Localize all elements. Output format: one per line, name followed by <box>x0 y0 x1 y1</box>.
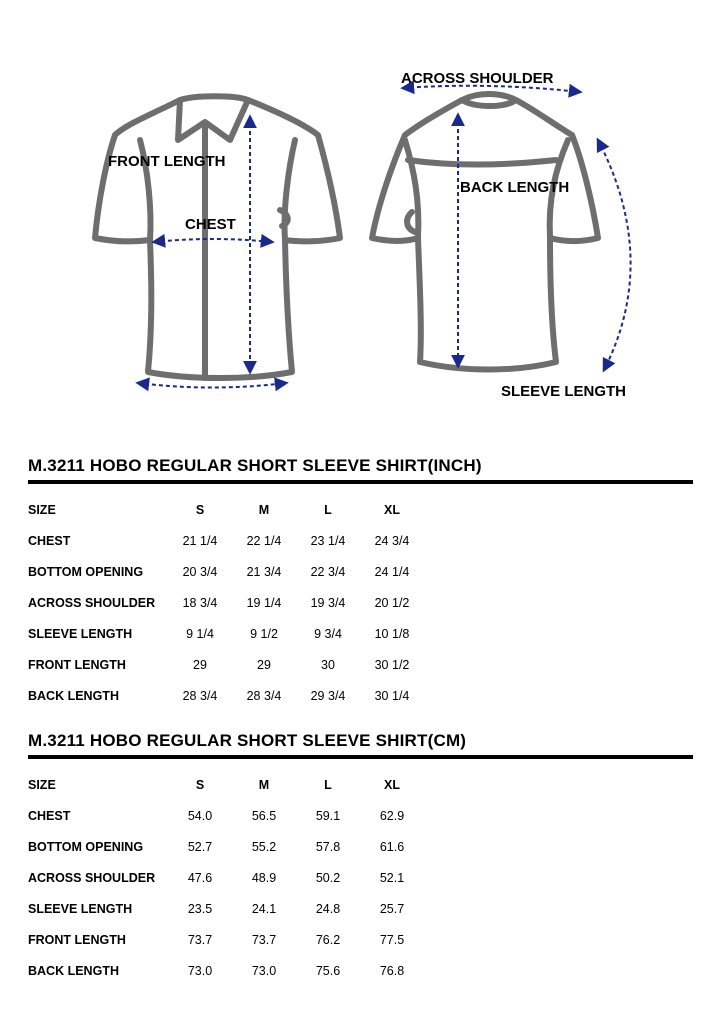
table-row <box>28 924 424 955</box>
cell-value: 22 3/4 <box>310 564 346 579</box>
cell-value: 9 3/4 <box>314 626 342 641</box>
sleeve-length-label: SLEEVE LENGTH <box>501 383 627 400</box>
cell-value: 22 1/4 <box>246 533 282 548</box>
header-xl: XL <box>384 777 400 792</box>
table-row <box>28 556 424 587</box>
back-length-label: BACK LENGTH <box>460 179 570 196</box>
back-shirt-outline <box>372 94 598 370</box>
table-row <box>28 680 424 711</box>
row-label: SLEEVE LENGTH <box>28 901 133 916</box>
row-label: SLEEVE LENGTH <box>28 626 133 641</box>
inch-title-rule <box>28 480 693 484</box>
cell-value: 9 1/4 <box>186 626 214 641</box>
cell-value: 29 3/4 <box>310 688 346 703</box>
cell-value: 10 1/8 <box>374 626 410 641</box>
header-m: M <box>258 777 270 792</box>
cell-value: 25.7 <box>379 901 405 916</box>
cell-value: 48.9 <box>251 870 277 885</box>
cell-value: 52.1 <box>379 870 405 885</box>
cell-value: 19 1/4 <box>246 595 282 610</box>
cell-value: 56.5 <box>251 808 277 823</box>
cell-value: 24 3/4 <box>374 533 410 548</box>
cell-value: 23.5 <box>187 901 213 916</box>
cell-value: 77.5 <box>379 932 405 947</box>
cell-value: 73.0 <box>187 963 213 978</box>
cell-value: 24 1/4 <box>374 564 410 579</box>
table-row <box>28 649 424 680</box>
table-row <box>28 862 424 893</box>
row-label: ACROSS SHOULDER <box>28 870 156 885</box>
cell-value: 19 3/4 <box>310 595 346 610</box>
table-row <box>28 800 424 831</box>
table-row <box>28 618 424 649</box>
row-label: CHEST <box>28 533 71 548</box>
cell-value: 24.8 <box>315 901 341 916</box>
chest-arrow <box>154 239 272 242</box>
cm-title-rule <box>28 755 693 759</box>
row-label: FRONT LENGTH <box>28 657 126 672</box>
cell-value: 76.8 <box>379 963 405 978</box>
header-xl: XL <box>384 502 400 517</box>
cell-value: 47.6 <box>187 870 213 885</box>
inch-size-table <box>28 494 424 711</box>
row-label: BACK LENGTH <box>28 688 119 703</box>
table-row <box>28 831 424 862</box>
cell-value: 75.6 <box>315 963 341 978</box>
table-row <box>28 525 424 556</box>
cell-value: 61.6 <box>379 839 405 854</box>
header-m: M <box>258 502 270 517</box>
header-s: S <box>195 777 205 792</box>
header-size: SIZE <box>28 777 56 792</box>
cell-value: 20 3/4 <box>182 564 218 579</box>
row-label: ACROSS SHOULDER <box>28 595 156 610</box>
cell-value: 24.1 <box>251 901 277 916</box>
cell-value: 30 1/2 <box>374 657 410 672</box>
header-size: SIZE <box>28 502 56 517</box>
cell-value: 73.7 <box>251 932 277 947</box>
cell-value: 73.0 <box>251 963 277 978</box>
header-l: L <box>324 502 332 517</box>
cell-value: 54.0 <box>187 808 213 823</box>
table-row <box>28 955 424 986</box>
cell-value: 23 1/4 <box>310 533 346 548</box>
cell-value: 30 <box>321 657 335 672</box>
header-s: S <box>195 502 205 517</box>
front-shirt-outline <box>95 96 340 378</box>
cell-value: 50.2 <box>315 870 341 885</box>
front-length-label: FRONT LENGTH <box>108 153 226 170</box>
cell-value: 52.7 <box>187 839 213 854</box>
across-shoulder-label: ACROSS SHOULDER <box>401 70 554 87</box>
cell-value: 76.2 <box>315 932 341 947</box>
cell-value: 57.8 <box>315 839 341 854</box>
cell-value: 9 1/2 <box>250 626 278 641</box>
shirt-measurement-diagram <box>0 0 723 420</box>
row-label: BACK LENGTH <box>28 963 119 978</box>
cm-size-table <box>28 769 424 986</box>
table-header-row <box>28 494 424 525</box>
inch-table-title: M.3211 HOBO REGULAR SHORT SLEEVE SHIRT(INCH) <box>28 456 482 475</box>
header-l: L <box>324 777 332 792</box>
table-row <box>28 587 424 618</box>
row-label: CHEST <box>28 808 71 823</box>
row-label: BOTTOM OPENING <box>28 839 144 854</box>
bottom-opening-arrow <box>138 383 286 388</box>
cell-value: 21 1/4 <box>182 533 218 548</box>
row-label: BOTTOM OPENING <box>28 564 144 579</box>
table-row <box>28 893 424 924</box>
cell-value: 30 1/4 <box>374 688 410 703</box>
cell-value: 29 <box>257 657 271 672</box>
row-label: FRONT LENGTH <box>28 932 126 947</box>
cell-value: 28 3/4 <box>246 688 282 703</box>
chest-label: CHEST <box>185 216 236 233</box>
cell-value: 55.2 <box>251 839 277 854</box>
cell-value: 62.9 <box>379 808 405 823</box>
cell-value: 21 3/4 <box>246 564 282 579</box>
cm-table-title: M.3211 HOBO REGULAR SHORT SLEEVE SHIRT(CM) <box>28 731 467 750</box>
cell-value: 28 3/4 <box>182 688 218 703</box>
cell-value: 18 3/4 <box>182 595 218 610</box>
cell-value: 73.7 <box>187 932 213 947</box>
cell-value: 20 1/2 <box>374 595 410 610</box>
cell-value: 59.1 <box>315 808 341 823</box>
cell-value: 29 <box>193 657 207 672</box>
table-header-row <box>28 769 424 800</box>
sleeve-length-arrow <box>598 140 631 370</box>
